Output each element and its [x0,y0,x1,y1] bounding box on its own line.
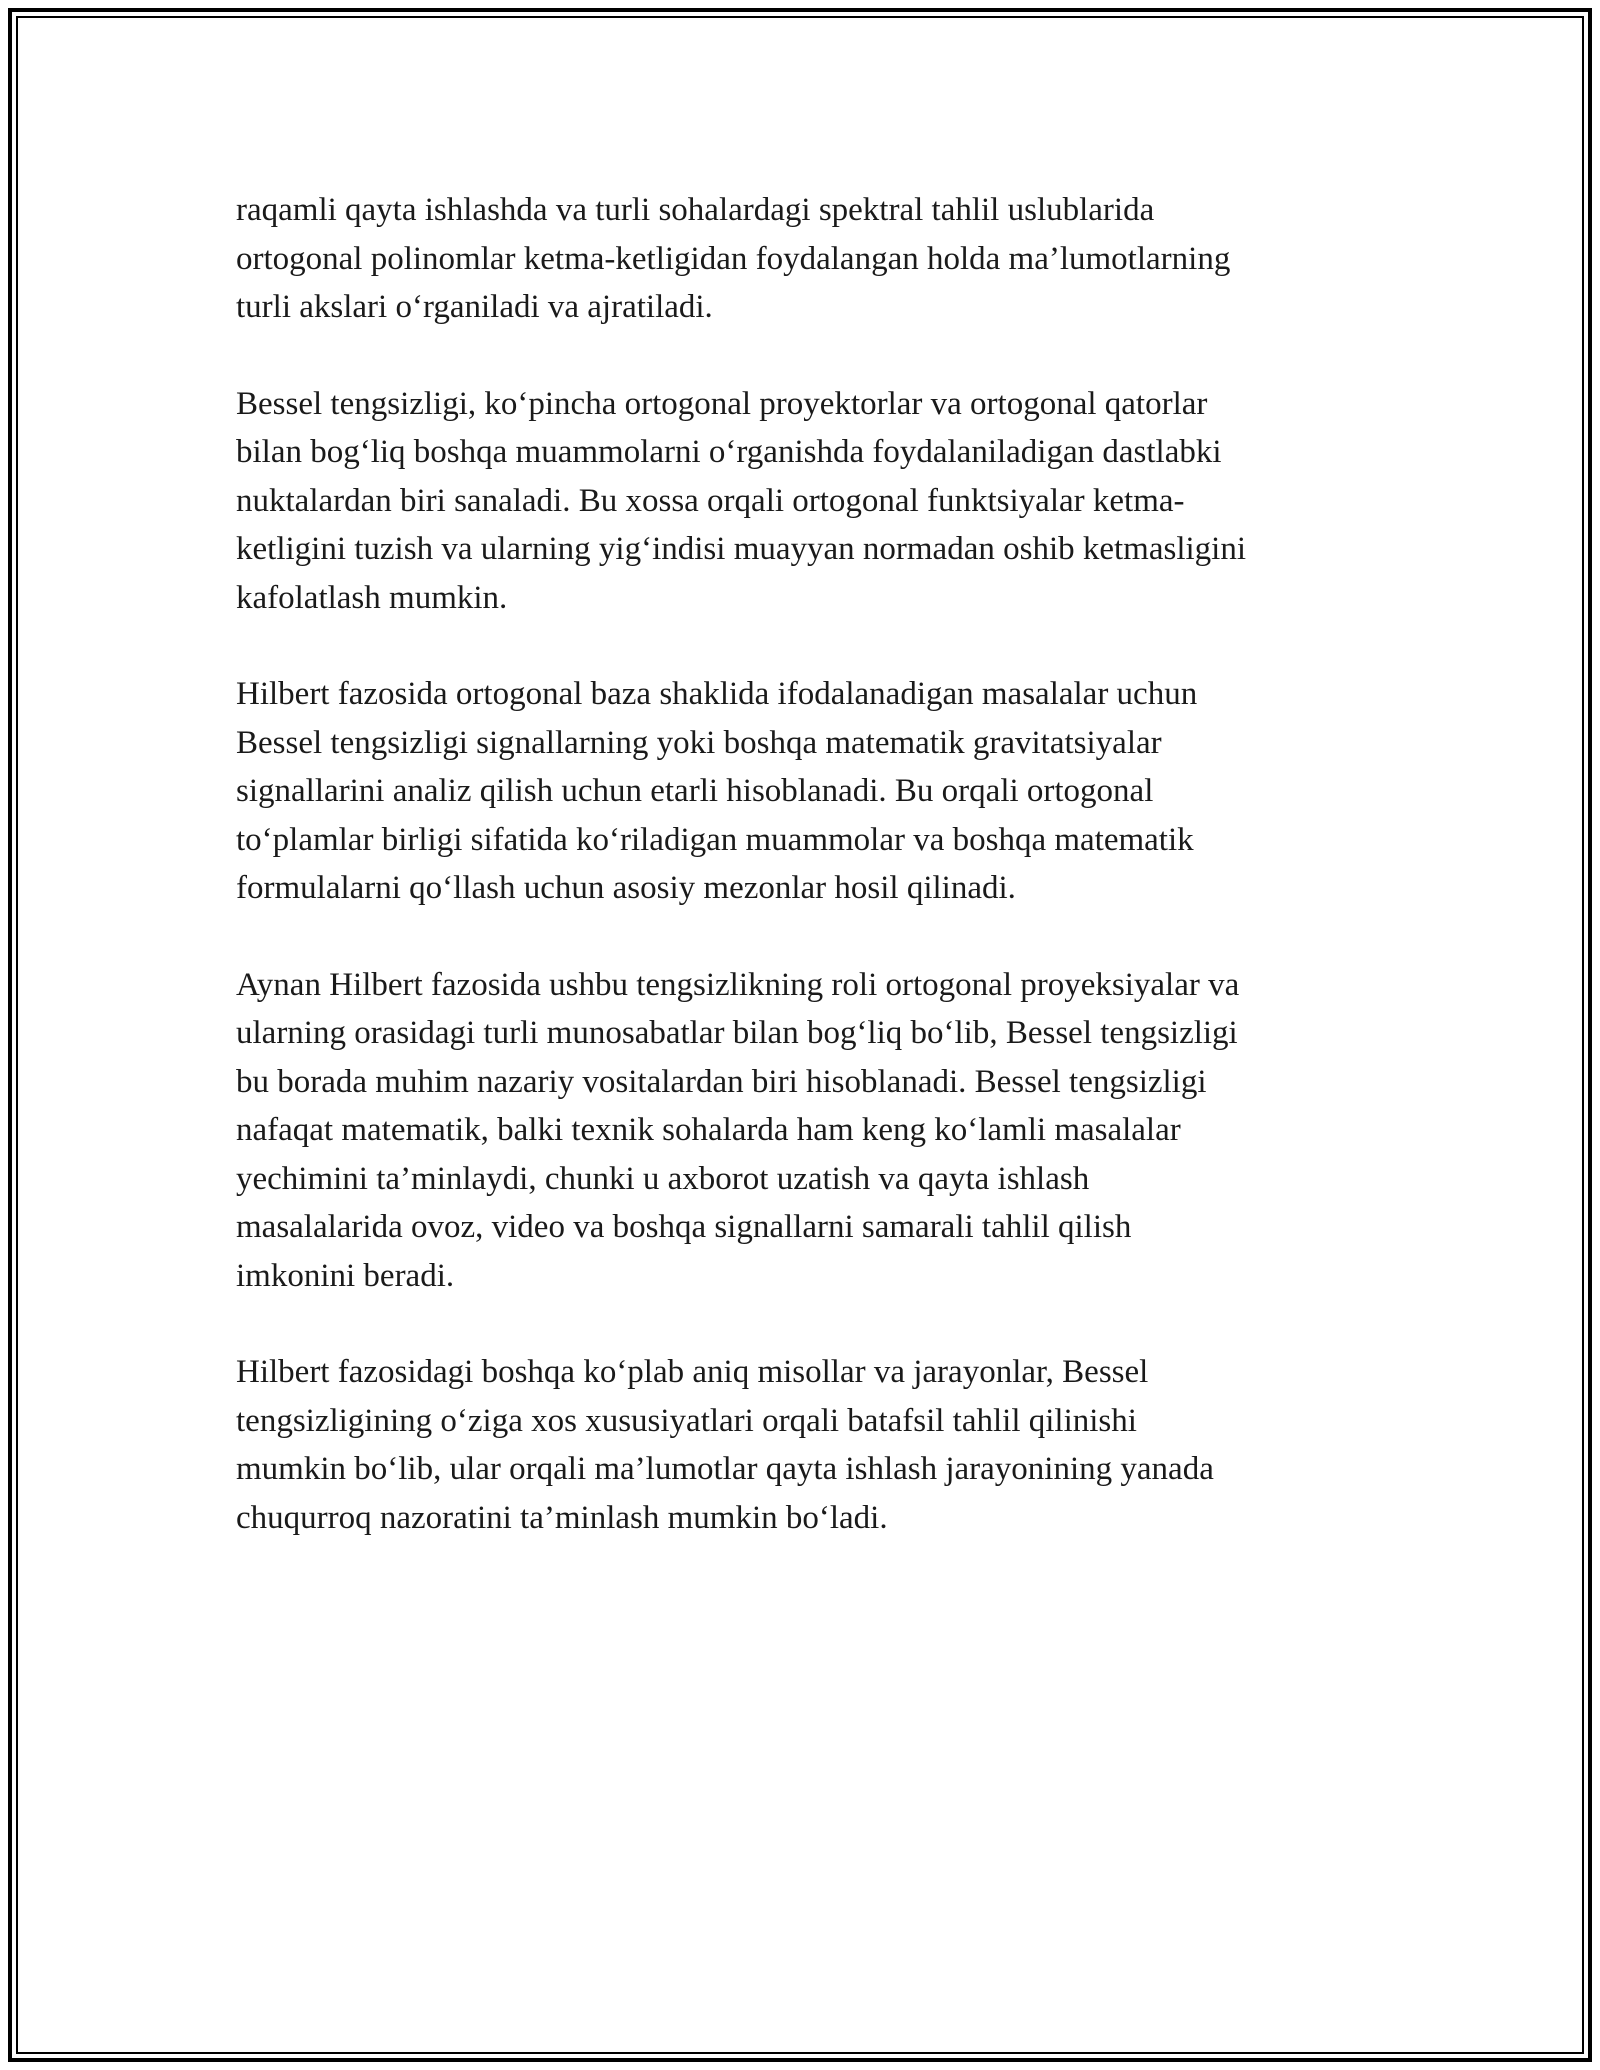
text-line: to‘plamlar birligi sifatida ko‘riladigan muammolar va boshqa matematik [236,821,1194,858]
text-line: ketligini tuzish va ularning yig‘indisi muayyan normadan oshib ketmasligini [236,531,1247,567]
text-line: bilan bog‘liq boshqa muammolarni o‘rganishda foydalaniladigan dastlabki [236,434,1222,470]
text-line: turli akslari o‘rganiladi va ajratiladi. [236,289,713,325]
text-line: imkonini beradi. [236,1257,455,1294]
text-line: mumkin bo‘lib, ular orqali ma’lumotlar qayta ishlash jarayonining yanada [236,1451,1214,1487]
paragraph-5 [236,1348,1376,1542]
text-line: yechimini ta’minlaydi, chunki u axborot uzatish va qayta ishlash [236,1160,1090,1197]
text-line: Aynan Hilbert fazosida ushbu tengsizlikning roli ortogonal proyeksiyalar va [236,966,1240,1003]
text-line: signallarini analiz qilish uchun etarli hisoblanadi. Bu orqali ortogonal [236,773,1154,809]
text-line: tengsizligining o‘ziga xos xususiyatlari orqali batafsil tahlil qilinishi [236,1402,1137,1439]
text-line: bu borada muhim nazariy vositalardan biri hisoblanadi. Bessel tengsizligi [236,1063,1207,1100]
text-line: Bessel tengsizligi, ko‘pincha ortogonal proyektorlar va ortogonal qatorlar [236,385,1208,422]
text-line: formulalarni qo‘llash uchun asosiy mezonlar hosil qilinadi. [236,870,1016,906]
text-line: Hilbert fazosidagi boshqa ko‘plab aniq misollar va jarayonlar, Bessel [236,1354,1149,1390]
paragraph-2 [236,380,1376,623]
text-line: ularning orasidagi turli munosabatlar bilan bog‘liq bo‘lib, Bessel tengsizligi [236,1015,1238,1051]
text-line: ortogonal polinomlar ketma-ketligidan foydalangan holda ma’lumotlarning [236,240,1231,277]
paragraph-4 [236,961,1376,1301]
text-line: Bessel tengsizligi signallarning yoki boshqa matematik gravitatsiyalar [236,724,1162,761]
text-line: nafaqat matematik, balki texnik sohalarda ham keng ko‘lamli masalalar [236,1112,1181,1148]
document-body [236,186,1376,1590]
text-line: chuqurroq nazoratini ta’minlash mumkin bo‘ladi. [236,1499,888,1536]
text-line: raqamli qayta ishlashda va turli sohalardagi spektral tahlil uslublarida [236,192,1155,228]
text-line: Hilbert fazosida ortogonal baza shaklida ifodalanadigan masalalar uchun [236,676,1198,712]
text-line: nuktalardan biri sanaladi. Bu xossa orqali ortogonal funktsiyalar ketma- [236,482,1185,519]
text-line: kafolatlash mumkin. [236,579,508,616]
paragraph-1 [236,186,1376,332]
text-line: masalalarida ovoz, video va boshqa signallarni samarali tahlil qilish [236,1209,1132,1245]
paragraph-3 [236,670,1376,913]
